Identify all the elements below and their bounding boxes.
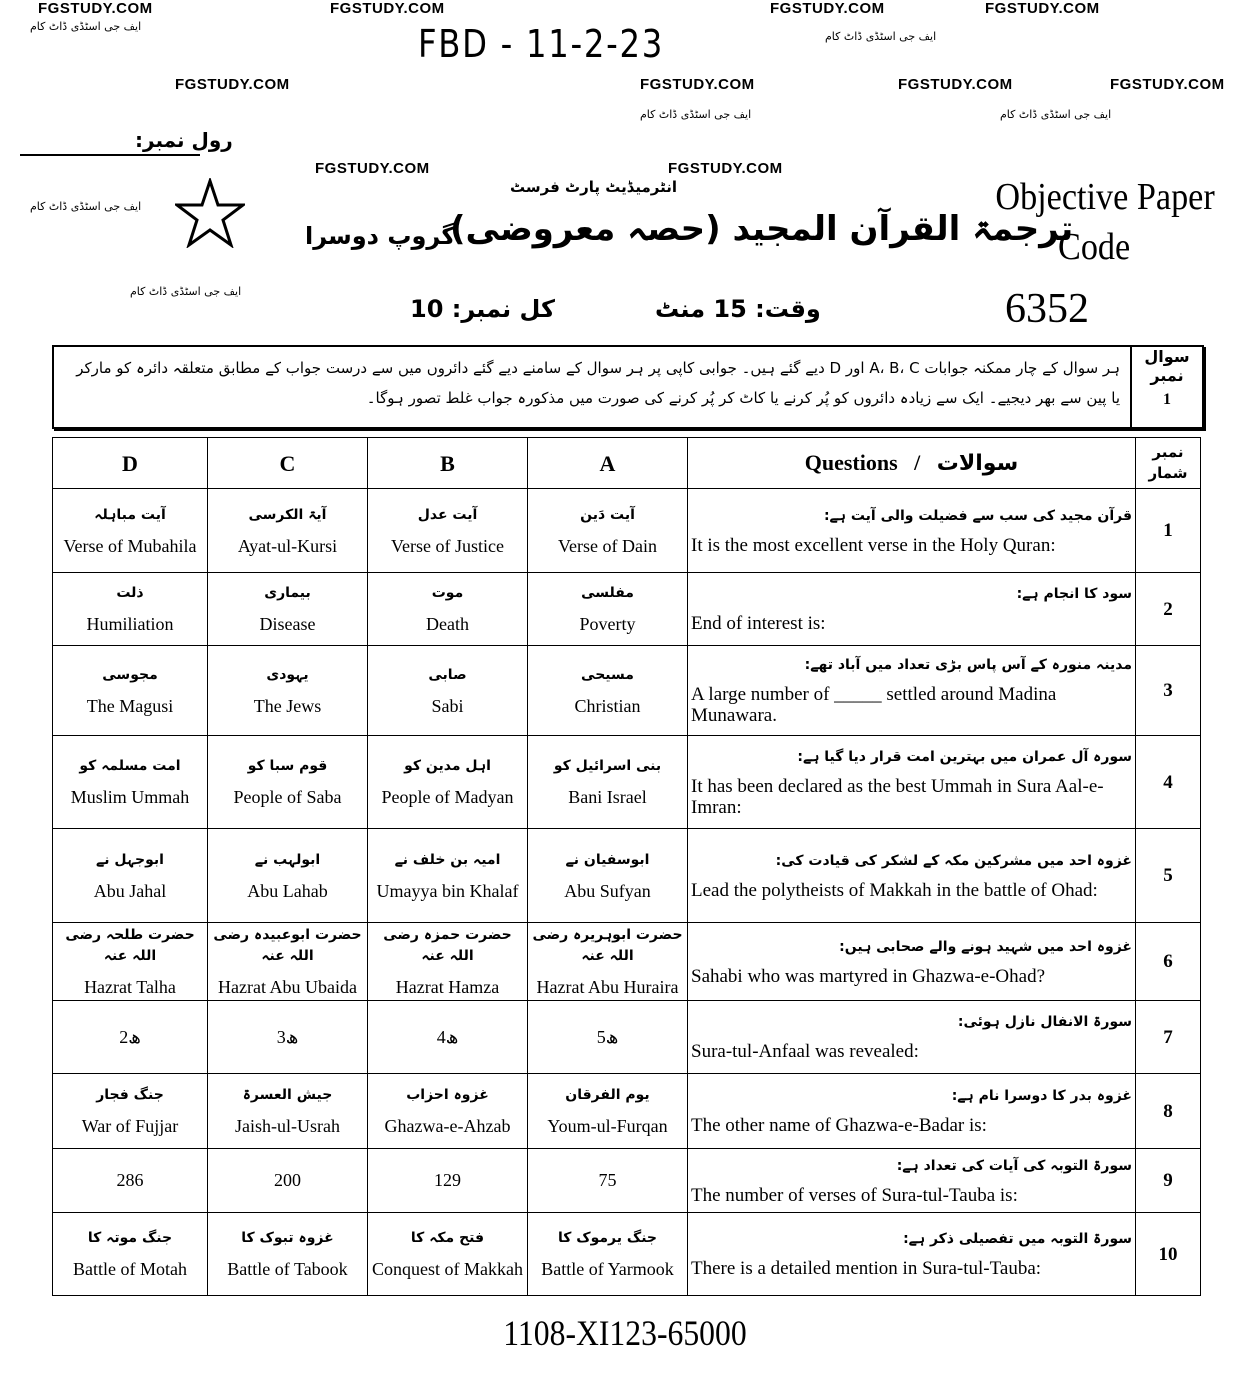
total-marks-label: کل نمبر: 10 <box>410 295 555 323</box>
handwritten-date: FBD - 11-2-23 <box>418 22 664 66</box>
option-c <box>208 923 368 1001</box>
option-a <box>528 489 688 573</box>
option-d-english: Hazrat Talha <box>84 977 176 997</box>
header-option-b: B <box>368 438 528 489</box>
option-b-english: Umayya bin Khalaf <box>376 880 519 901</box>
question-cell <box>688 1074 1136 1149</box>
option-a <box>528 1149 688 1213</box>
watermark-urdu: ایف جی اسٹڈی ڈاٹ کام <box>30 200 142 213</box>
question-urdu: غزوہ احد میں شہید ہونے والے صحابی ہیں: <box>839 938 1132 955</box>
question-english: Sura-tul-Anfaal was revealed: <box>691 1041 919 1062</box>
question-english: There is a detailed mention in Sura-tul-Tauba: <box>691 1258 1042 1279</box>
question-cell <box>688 1213 1136 1296</box>
option-d-english: 286 <box>116 1170 144 1190</box>
question-number: 4 <box>1136 736 1201 829</box>
option-b <box>368 489 528 573</box>
option-d <box>53 923 208 1001</box>
question-english: It has been declared as the best Ummah in Sura Aal-e-Imran: <box>691 775 1104 818</box>
option-d <box>53 489 208 573</box>
option-c-urdu: جیش العسرۃ <box>242 1087 333 1103</box>
table-row <box>53 923 1201 1001</box>
watermark: FGSTUDY.COM <box>38 0 153 17</box>
question-urdu: سورۃ التوبہ کی آیات کی تعداد ہے: <box>896 1157 1132 1174</box>
table-row <box>53 573 1201 646</box>
option-a-english: Bani Israel <box>568 787 647 807</box>
option-c-urdu: ابولہب نے <box>254 851 321 868</box>
paper-type: Objective Paper <box>995 176 1215 218</box>
option-d-english: War of Fujjar <box>81 1116 179 1136</box>
question-cell <box>688 1149 1136 1213</box>
option-d <box>53 646 208 736</box>
option-a-urdu: ابوسفیان نے <box>565 851 650 868</box>
table-header-row <box>53 438 1201 489</box>
option-c-urdu: قوم سبا کو <box>247 758 328 774</box>
option-b-english: Conquest of Makkah <box>372 1259 523 1279</box>
watermark: FGSTUDY.COM <box>175 76 290 93</box>
paper-code: 6352 <box>1005 286 1089 332</box>
option-a-english: Hazrat Abu Huraira <box>536 977 679 997</box>
header-slash: / <box>914 450 921 475</box>
table-row <box>53 489 1201 573</box>
question-urdu: سورہ آل عمران میں بہترین امت قرار دیا گیا ہے: <box>797 748 1132 765</box>
option-d-english: Muslim Ummah <box>70 787 190 807</box>
header-questions <box>688 438 1136 489</box>
option-c-urdu: غزوہ تبوک کا <box>241 1230 334 1246</box>
option-c-english: Ayat-ul-Kursi <box>237 535 338 556</box>
header-questions-ur: سوالات <box>936 451 1019 476</box>
option-c <box>208 1149 368 1213</box>
option-c <box>208 646 368 736</box>
option-b-urdu: صابی <box>428 666 467 683</box>
option-b-urdu: حضرت حمزہ رضی اللہ عنہ <box>383 927 512 964</box>
option-d-english: Verse of Mubahila <box>63 535 197 556</box>
question-cell <box>688 646 1136 736</box>
option-b-english: Sabi <box>431 695 464 716</box>
option-a <box>528 923 688 1001</box>
question-number: 6 <box>1136 923 1201 1001</box>
option-b <box>368 1074 528 1149</box>
watermark-urdu: ایف جی اسٹڈی ڈاٹ کام <box>640 108 752 121</box>
option-b-english: 4ھ <box>436 1026 459 1047</box>
question-english: The number of verses of Sura-tul-Tauba is: <box>691 1184 1018 1206</box>
question-cell <box>688 1001 1136 1074</box>
question-english: End of interest is: <box>691 613 826 634</box>
question-english: The other name of Ghazwa-e-Badar is: <box>691 1115 987 1136</box>
option-a <box>528 573 688 646</box>
question-number: 1 <box>1136 489 1201 573</box>
table-row <box>53 1074 1201 1149</box>
option-b <box>368 1149 528 1213</box>
option-d-english: Humiliation <box>86 614 174 634</box>
option-d <box>53 829 208 923</box>
option-c <box>208 1074 368 1149</box>
option-b-urdu: اہل مدین کو <box>404 758 491 774</box>
option-c <box>208 489 368 573</box>
option-b <box>368 1213 528 1296</box>
watermark: FGSTUDY.COM <box>330 0 445 17</box>
option-b-english: Death <box>426 614 469 634</box>
option-a-english: Poverty <box>579 614 636 634</box>
question-english: It is the most excellent verse in the Holy Quran: <box>691 534 1056 556</box>
watermark-urdu: ایف جی اسٹڈی ڈاٹ کام <box>30 20 142 33</box>
watermark: FGSTUDY.COM <box>770 0 885 17</box>
watermark-urdu: ایف جی اسٹڈی ڈاٹ کام <box>1000 108 1112 121</box>
question-urdu: سورۃ الانفال نازل ہوئی: <box>957 1014 1132 1030</box>
option-a-urdu: مسیحی <box>581 666 634 683</box>
table-row <box>53 736 1201 829</box>
option-c <box>208 1213 368 1296</box>
option-a-english: Christian <box>574 695 641 716</box>
option-c <box>208 829 368 923</box>
option-d-urdu: ذلت <box>116 585 144 601</box>
option-c-english: 200 <box>274 1170 301 1190</box>
watermark: FGSTUDY.COM <box>1110 76 1225 93</box>
option-d <box>53 1149 208 1213</box>
watermark-urdu: ایف جی اسٹڈی ڈاٹ کام <box>825 30 937 43</box>
question-number: 1 <box>1163 391 1171 408</box>
roll-number-label: رول نمبر: <box>135 128 233 152</box>
option-c-english: The Jews <box>253 695 322 716</box>
question-cell <box>688 923 1136 1001</box>
option-c-english: Abu Lahab <box>247 880 328 901</box>
option-c <box>208 573 368 646</box>
question-number-label: سوال نمبر <box>1144 347 1190 385</box>
question-urdu: سود کا انجام ہے: <box>1016 586 1132 602</box>
option-a-english: Abu Sufyan <box>564 880 651 901</box>
table-row <box>53 646 1201 736</box>
option-a-english: 5ھ <box>596 1026 619 1047</box>
table-row <box>53 1001 1201 1074</box>
option-a-urdu: یوم الفرقان <box>565 1087 650 1103</box>
option-d-english: The Magusi <box>86 695 174 716</box>
option-b <box>368 923 528 1001</box>
time-label: وقت: 15 منٹ <box>655 295 821 323</box>
option-c-english: People of Saba <box>233 787 342 807</box>
option-b-english: Ghazwa-e-Ahzab <box>384 1116 511 1136</box>
watermark: FGSTUDY.COM <box>898 76 1013 93</box>
option-a <box>528 1001 688 1074</box>
option-c-english: Battle of Tabook <box>227 1259 348 1279</box>
option-d <box>53 1213 208 1296</box>
header-option-c: C <box>208 438 368 489</box>
question-cell <box>688 736 1136 829</box>
option-b-urdu: امیہ بن خلف نے <box>394 851 501 868</box>
option-a <box>528 1074 688 1149</box>
option-b <box>368 736 528 829</box>
option-d-urdu: حضرت طلحہ رضی اللہ عنہ <box>65 927 195 964</box>
footer-code: 1108-XI123-65000 <box>503 1313 747 1353</box>
question-cell <box>688 829 1136 923</box>
option-c-english: 3ھ <box>276 1026 299 1047</box>
option-d <box>53 736 208 829</box>
question-number: 9 <box>1136 1149 1201 1213</box>
question-number: 8 <box>1136 1074 1201 1149</box>
option-a-english: 75 <box>598 1170 617 1190</box>
question-number-box <box>1130 347 1202 427</box>
watermark-urdu: ایف جی اسٹڈی ڈاٹ کام <box>130 285 242 298</box>
option-c-urdu: یہودی <box>266 666 309 683</box>
question-urdu: سورۃ التوبہ میں تفصیلی ذکر ہے: <box>903 1231 1132 1247</box>
option-b-urdu: غزوہ احزاب <box>406 1087 489 1103</box>
option-a-english: Youm-ul-Furqan <box>547 1116 668 1136</box>
option-a <box>528 829 688 923</box>
watermark: FGSTUDY.COM <box>668 160 783 177</box>
option-b-urdu: فتح مکہ کا <box>410 1230 485 1246</box>
question-cell <box>688 573 1136 646</box>
option-c-urdu: بیماری <box>264 585 311 601</box>
option-b-english: Hazrat Hamza <box>395 977 500 997</box>
option-a-english: Verse of Dain <box>558 535 657 556</box>
option-b <box>368 1001 528 1074</box>
roll-number-line <box>20 154 200 156</box>
question-urdu: غزوہ احد میں مشرکین مکہ کے لشکر کی قیادت کی: <box>775 852 1132 869</box>
option-d <box>53 1001 208 1074</box>
option-a-urdu: آیت دَین <box>580 506 635 523</box>
watermark: FGSTUDY.COM <box>315 160 430 177</box>
option-b <box>368 573 528 646</box>
mcq-table <box>52 437 1201 1296</box>
option-b <box>368 646 528 736</box>
question-english: Lead the polytheists of Makkah in the battle of Ohad: <box>691 879 1098 901</box>
subject-title: ترجمۃ القرآن المجید (حصہ معروضی) <box>450 209 1074 249</box>
option-a <box>528 736 688 829</box>
option-c-english: Disease <box>259 614 316 634</box>
option-a <box>528 1213 688 1296</box>
star-icon <box>175 178 245 253</box>
option-c-urdu: آیۃ الکرسی <box>248 506 327 523</box>
header-serial-number: نمبر شمار <box>1136 438 1201 489</box>
group-label: گروپ دوسرا <box>305 222 456 250</box>
option-b <box>368 829 528 923</box>
question-number: 3 <box>1136 646 1201 736</box>
question-english: A large number of _____ settled around Madina Munawara. <box>691 684 1057 726</box>
option-d-urdu: مجوسی <box>102 666 158 683</box>
watermark: FGSTUDY.COM <box>640 76 755 93</box>
option-c-english: Hazrat Abu Ubaida <box>218 977 357 997</box>
header-questions-en: Questions <box>804 450 898 475</box>
instructions-text: ہر سوال کے چار ممکنہ جوابات A، B، C اور D دیے گئے ہیں۔ جوابی کاپی پر ہر سوال کے سامنے دیے گئے دائروں میں سے درست جواب کے مطابق متعلقہ دائرہ کو مارکر یا پین سے بھر دیجیے۔ ایک سے زیادہ دائروں کو پُر کرنے یا کاٹ کر پُر کرنے کی صورت میں مذکورہ جواب غلط تصور ہوگا۔ <box>76 359 1120 407</box>
option-b-urdu: آیت عدل <box>417 506 478 523</box>
option-a-english: Battle of Yarmook <box>541 1259 674 1279</box>
code-label: Code <box>1057 226 1130 268</box>
header-option-a: A <box>528 438 688 489</box>
option-d-english: 2ھ <box>119 1026 141 1047</box>
option-a-urdu: جنگ یرموک کا <box>557 1230 658 1246</box>
table-row <box>53 1149 1201 1213</box>
option-a-urdu: بنی اسرائیل کو <box>553 758 662 774</box>
option-d <box>53 1074 208 1149</box>
option-d-urdu: امت مسلمہ کو <box>79 758 181 774</box>
question-urdu: غزوہ بدر کا دوسرا نام ہے: <box>951 1088 1132 1104</box>
watermark: FGSTUDY.COM <box>985 0 1100 17</box>
question-number: 7 <box>1136 1001 1201 1074</box>
option-b-english: 129 <box>434 1170 461 1190</box>
option-d-english: Battle of Motah <box>73 1259 187 1279</box>
class-label: انٹرمیڈیٹ پارٹ فرسٹ <box>510 178 678 196</box>
option-b-english: People of Madyan <box>381 787 514 807</box>
question-number: 2 <box>1136 573 1201 646</box>
question-urdu: قرآن مجید کی سب سے فضیلت والی آیت ہے: <box>823 507 1132 524</box>
option-b-urdu: موت <box>431 585 464 601</box>
option-d-urdu: جنگ موتہ کا <box>87 1230 173 1246</box>
instructions-box <box>52 345 1204 429</box>
option-a-urdu: حضرت ابوہریرہ رضی اللہ عنہ <box>532 927 683 964</box>
option-c-urdu: حضرت ابوعبیدہ رضی اللہ عنہ <box>213 927 362 964</box>
table-row <box>53 829 1201 923</box>
question-number: 10 <box>1136 1213 1201 1296</box>
option-c-english: Jaish-ul-Usrah <box>235 1116 340 1136</box>
option-d-urdu: ابوجہل نے <box>96 851 164 868</box>
option-c <box>208 736 368 829</box>
question-cell <box>688 489 1136 573</box>
header-option-d: D <box>53 438 208 489</box>
question-number: 5 <box>1136 829 1201 923</box>
table-row <box>53 1213 1201 1296</box>
option-c <box>208 1001 368 1074</box>
option-a <box>528 646 688 736</box>
option-d-urdu: جنگ فجار <box>96 1087 164 1103</box>
option-b-english: Verse of Justice <box>391 535 504 556</box>
question-english: Sahabi who was martyred in Ghazwa-e-Ohad? <box>691 965 1046 987</box>
option-d-english: Abu Jahal <box>93 880 167 901</box>
option-d <box>53 573 208 646</box>
option-d-urdu: آیت مباہلہ <box>94 506 166 523</box>
question-urdu: مدینہ منورہ کے آس پاس بڑی تعداد میں آباد تھے: <box>804 657 1132 673</box>
option-a-urdu: مفلسی <box>581 585 634 601</box>
